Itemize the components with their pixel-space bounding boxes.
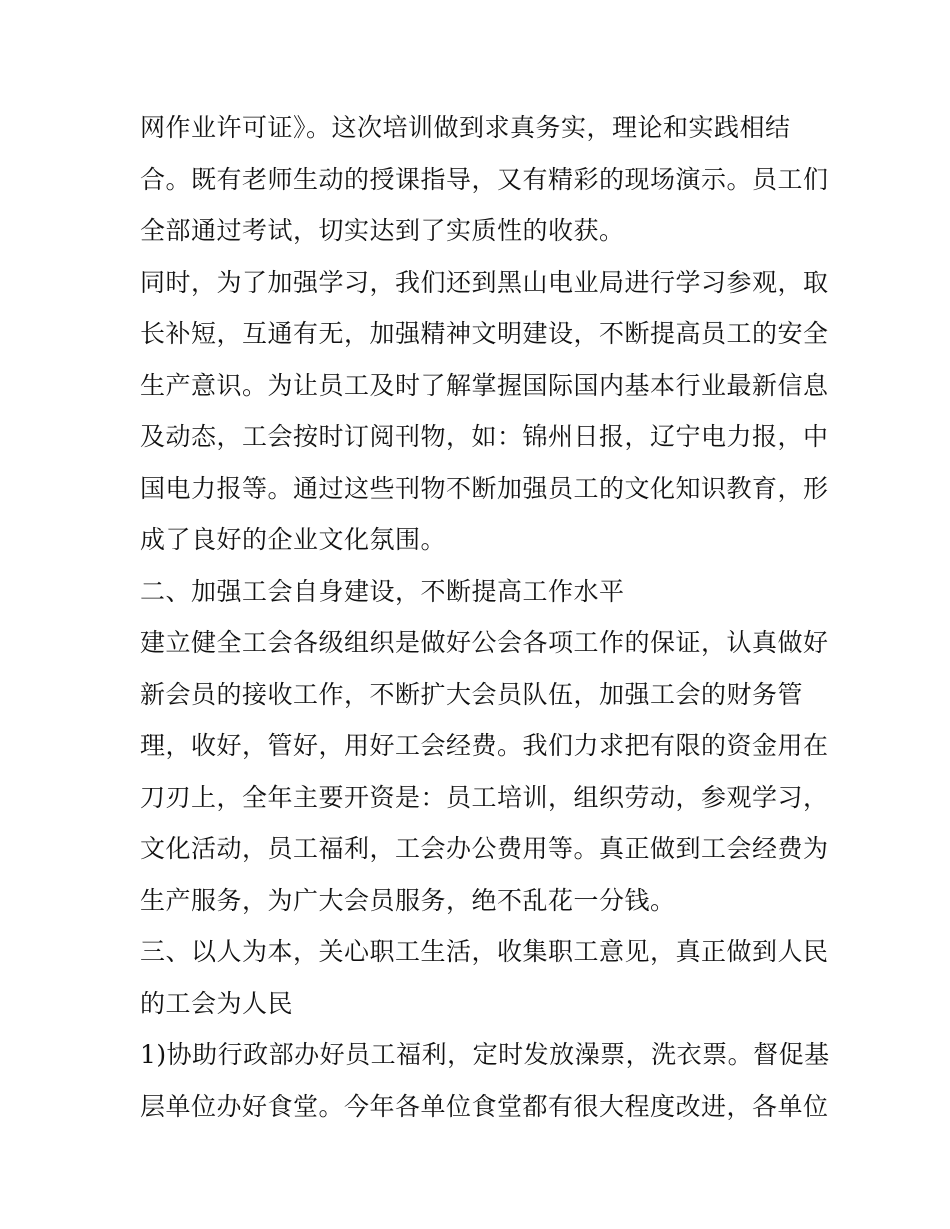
text-line-4: 同时，为了加强学习，我们还到黑山电业局进行学习参观，取	[140, 267, 829, 297]
text-line-11: 建立健全工会各级组织是做好公会各项工作的保证，认真做好	[140, 628, 829, 657]
text-line-1: 网作业许可证》。这次培训做到求真务实，理论和实践相结	[140, 113, 791, 142]
text-line-13: 理，收好，管好，用好工会经费。我们力求把有限的资金用在	[140, 731, 829, 760]
text-line-6: 生产意识。为让员工及时了解掌握国际国内基本行业最新信息	[140, 370, 829, 400]
text-line-15: 文化活动，员工福利，工会办公费用等。真正做到工会经费为	[140, 834, 829, 863]
text-line-12: 新会员的接收工作，不断扩大会员队伍，加强工会的财务管	[140, 679, 804, 709]
text-line-7: 及动态，工会按时订阅刊物，如：锦州日报，辽宁电力报，中	[140, 422, 829, 451]
section-heading-3-cont: 的工会为人民	[140, 988, 294, 1018]
text-line-19: 1)协助行政部办好员工福利，定时发放澡票，洗衣票。督促基	[140, 1040, 830, 1069]
text-line-20: 层单位办好食堂。今年各单位食堂都有很大程度改进，各单位	[140, 1091, 829, 1121]
document-body	[140, 102, 830, 1132]
text-line-3: 全部通过考试，切实达到了实质性的收获。	[140, 216, 625, 245]
section-heading-2: 二、加强工会自身建设，不断提高工作水平	[140, 576, 625, 606]
text-line-2: 合。既有老师生动的授课指导，又有精彩的现场演示。员工们	[140, 164, 829, 194]
text-line-5: 长补短，互通有无，加强精神文明建设，不断提高员工的安全	[140, 319, 829, 348]
text-line-9: 成了良好的企业文化氛围。	[140, 525, 447, 554]
section-heading-3: 三、以人为本，关心职工生活，收集职工意见，真正做到人民	[140, 937, 829, 966]
text-line-14: 刀刃上，全年主要开资是：员工培训，组织劳动，参观学习，	[140, 782, 829, 812]
text-line-8: 国电力报等。通过这些刊物不断加强员工的文化知识教育，形	[140, 473, 829, 503]
text-line-16: 生产服务，为广大会员服务，绝不乱花一分钱。	[140, 885, 676, 915]
